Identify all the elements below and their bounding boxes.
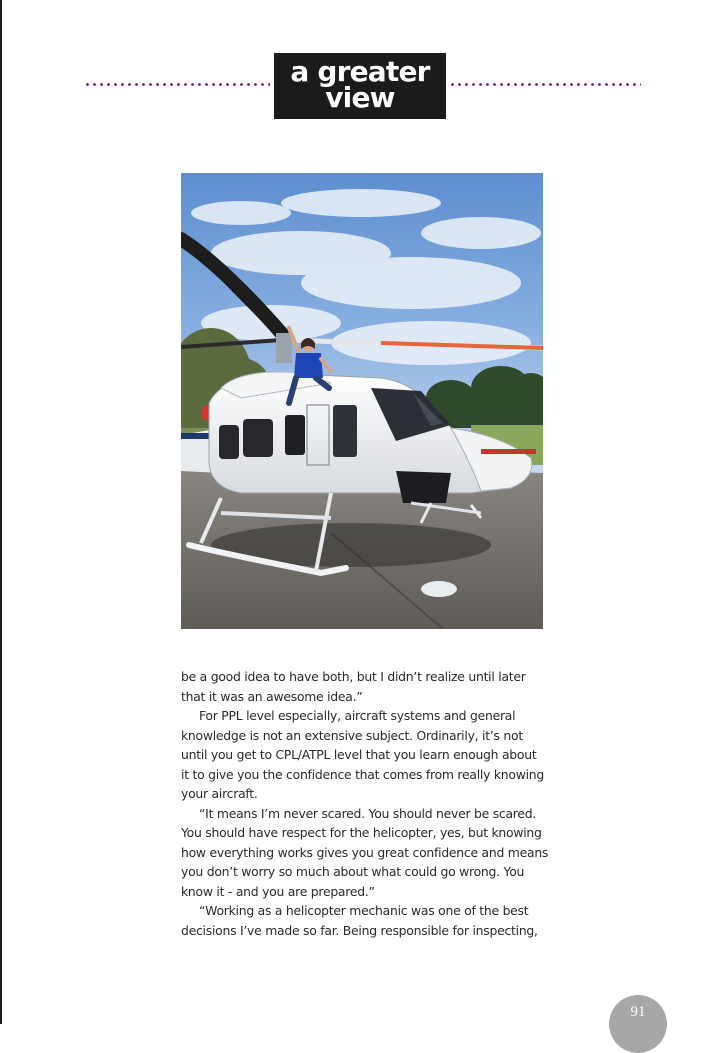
body-line: knowledge is not an extensive subject. Ordinarily, it’s not	[181, 727, 523, 743]
article-body	[181, 667, 551, 940]
body-line: that it was an awesome idea.”	[181, 688, 363, 704]
body-line: until you get to CPL/ATPL level that you learn enough about	[181, 747, 537, 762]
section-title	[274, 53, 446, 119]
page-edge	[0, 0, 2, 1024]
body-line: how everything works gives you great confidence and means	[181, 844, 549, 860]
body-line: you don’t worry so much about what could go wrong. You	[181, 864, 525, 879]
section-title-line1: a greater	[290, 55, 430, 88]
body-line: be a good idea to have both, but I didn’t realize until later	[181, 669, 526, 684]
body-line: “Working as a helicopter mechanic was one of the best	[199, 903, 529, 918]
body-line: it to give you the confidence that comes from really knowing	[181, 766, 545, 782]
dotted-rule-right	[449, 83, 641, 86]
body-line: You should have respect for the helicopter, yes, but knowing	[181, 825, 542, 840]
body-line: For PPL level especially, aircraft systems and general	[199, 708, 516, 723]
body-line: “It means I’m never scared. You should never be scared.	[199, 805, 537, 821]
dotted-rule-left	[84, 83, 270, 86]
body-line: know it - and you are prepared.”	[181, 883, 375, 899]
body-line: your aircraft.	[181, 786, 258, 801]
section-title-line2: view	[325, 81, 395, 114]
helicopter-photo	[181, 173, 543, 629]
body-line: decisions I’ve made so far. Being responsible for inspecting,	[181, 922, 538, 938]
page-number: 91	[609, 995, 667, 1053]
